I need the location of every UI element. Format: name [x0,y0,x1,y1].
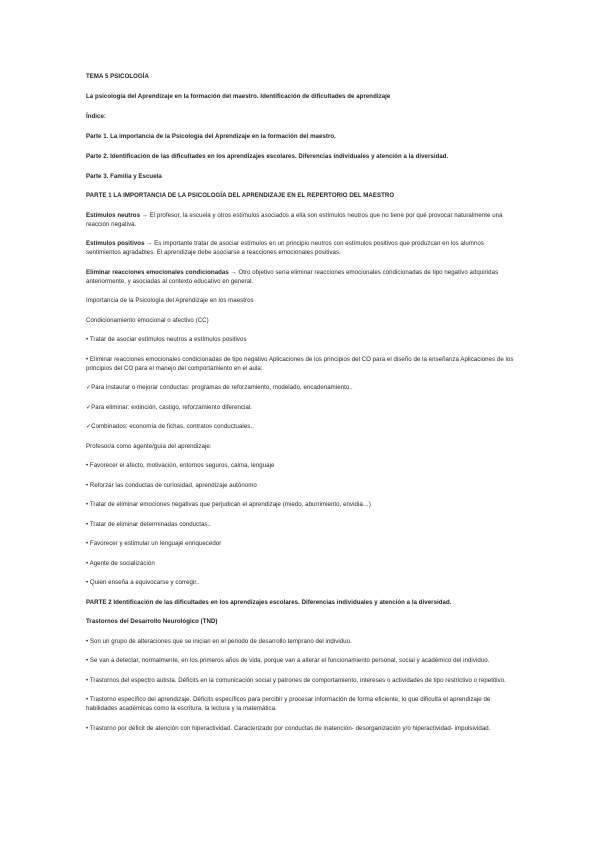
teacher-bullet-3: • Tratar de eliminar emociones negativas que perjudican el aprendizaje (miedo, aburrimiento, envidia…) [86,501,371,508]
teacher-role-line: Profesor/a como agente/guía del aprendizaje: [86,442,212,450]
part2-heading: PARTE 2 Identificación de las dificultades en los aprendizajes escolares. Diferencias individuales y atención a la diversidad. [86,598,452,606]
tnd-bullet-5: • Trastorno por déficit de atención con hiperactividad. Caracterizado por conductas de inatención- desorganización y/o hiperactividad- impulsividad. [86,724,491,732]
eliminate-reactions-term: Eliminar reacciones emocionales condicionadas [86,268,229,276]
teacher-bullet-4: • Tratar de eliminar determinadas conductas.. [86,520,211,528]
cc-bullet-2: • Eliminar reacciones emocionales condicionadas de tipo negativo Aplicaciones de los principios del CO para el diseño de la enseñanza Aplicaciones de los principios del CO para el manejo del comportamiento en el aula: [86,355,514,372]
tnd-bullet-4: • Trastorno específico del aprendizaje. Déficits específicos para percibir y procesar información de forma eficiente, lo que dificulta el aprendizaje de habilidades académicas como la escritura, la lectura y la matemática. [86,696,491,712]
part1-heading: PARTE 1 LA IMPORTANCIA DE LA PSICOLOGÍA DEL APRENDIZAJE EN EL REPERTORIO DEL MAESTRO [86,192,395,199]
eliminate-reactions-text: → Otro objetivo sería eliminar reacciones emocionales condicionadas de tipo negativo adquiridas anteriormente, y asociadas al contexto educativo en general. [86,268,499,285]
positive-stimuli-paragraph [86,239,516,257]
document-title: La psicología del Aprendizaje en la formación del maestro. Identificación de dificultades de aprendizaje [86,93,391,100]
check-item-3: ✓Combinados: economía de fichas, contratos conductuales.. [86,423,254,430]
tnd-bullet-1: • Son un grupo de alteraciones que se inician en el periodo de desarrollo temprano del individuo. [86,637,352,645]
neutral-stimuli-term: Estímulos neutros [86,211,141,219]
teacher-bullet-7: • Quien enseña a equivocarse y corregir.. [86,579,200,586]
positive-stimuli-text: → Es importante tratar de asociar estímulos en un principio neutros con estímulos positivos que produzcan en los alumnos sentimientos agradables. El aprendizaje debe asociarse a reacciones emocionales positivas. [86,240,484,256]
positive-stimuli-term: Estímulos positivos [86,240,145,247]
index-label: Índice: [86,113,106,120]
index-item-part1: Parte 1. La importancia de la Psicología del Aprendizaje en la formación del maestro. [86,133,336,140]
tnd-heading: Trastornos del Desarrollo Neurológico (TND) [86,618,218,625]
teacher-bullet-1: • Favorecer el afecto, motivación, entornos seguros, calma, lenguaje [86,462,275,469]
conditioning-line: Condicionamiento emocional o afectivo (CC) [86,316,209,324]
tnd-bullet-3: • Trastornos del espectro autista. Déficits en la comunicación social y patrones de comportamiento, intereses o actividades de tipo restrictivo o repetitivo. [86,676,506,684]
neutral-stimuli-paragraph [86,211,516,229]
teacher-bullet-2: • Reforzar las conductas de curiosidad, aprendizaje autónomo [86,481,257,489]
importance-line: Importancia de la Psicología del Aprendizaje en los maestros [86,297,254,304]
neutral-stimuli-text: → El profesor, la escuela y otros estímulos asociados a ella son estímulos neutros que no tiene por qué provocar naturalmente una reacción negativa. [86,211,503,228]
index-item-part3: Parte 3. Familia y Escuela [86,172,162,180]
teacher-bullet-5: • Favorecer y estimular un lenguaje enriquecedor [86,540,222,547]
tnd-bullet-2: • Se van a detectar, normalmente, en los primeros años de vida, porque van a alterar el funcionamiento personal, social y académico del individuo. [86,657,490,664]
cc-bullet-1: • Tratar de asociar estímulos neutros a estímulos positivos [86,336,247,343]
index-item-part2: Parte 2. Identificación de las dificultades en los aprendizajes escolares. Diferencias individuales y atención a la diversidad. [86,153,449,160]
teacher-bullet-6: • Agente de socialización [86,559,155,567]
eliminate-reactions-paragraph [86,268,516,286]
check-item-1: ✓Para instaurar o mejorar conductas: programas de reforzamiento, modelado, encadenamiento.. [86,384,353,391]
check-item-2: ✓Para eliminar: extinción, castigo, reforzamiento diferencial. [86,403,253,411]
document-body [86,72,516,733]
topic-heading: TEMA 5 PSICOLOGÍA [86,73,149,80]
